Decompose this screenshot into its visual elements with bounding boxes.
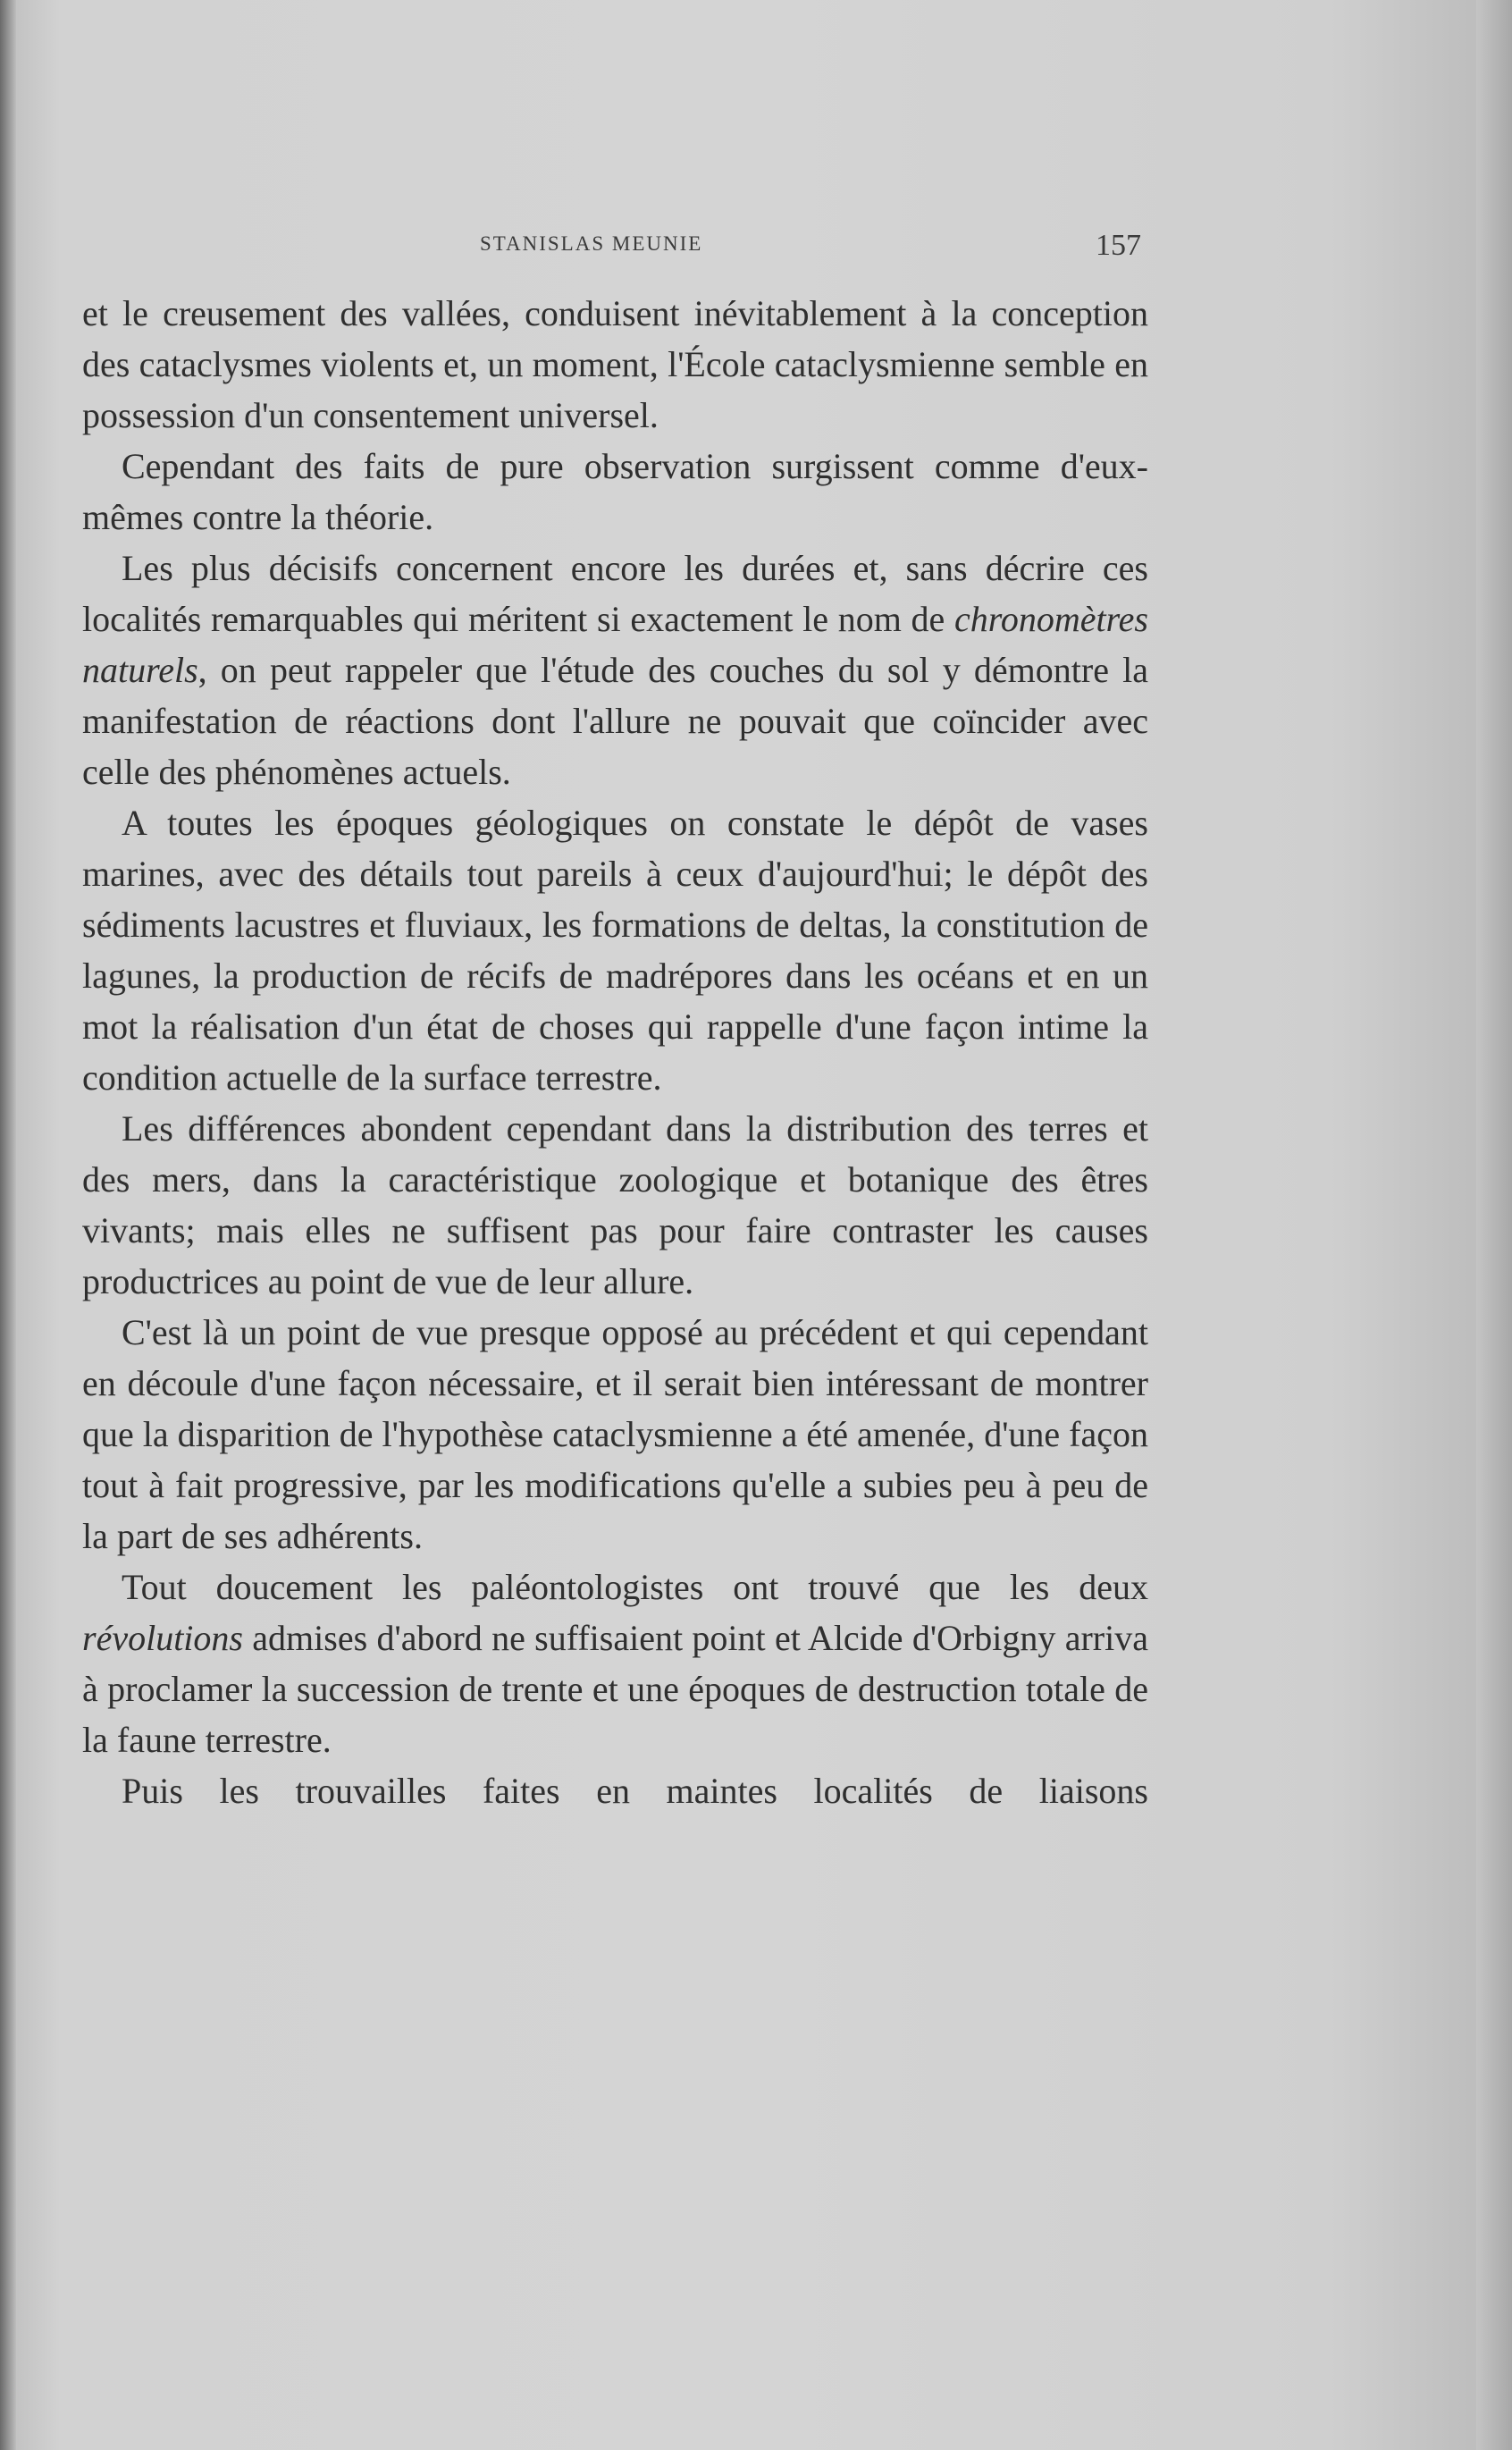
- body-text: [82, 288, 1148, 1816]
- paragraph: et le creusement des vallées, conduisent inévitablement à la conception des cataclysmes violents et, un moment, l'École cataclysmienne semble en possession d'un consentement universel.: [82, 293, 1148, 435]
- paragraph: [82, 543, 1148, 797]
- binding-shadow: [0, 0, 16, 2450]
- paragraph: Les différences abondent cependant dans la distribution des terres et des mers, dans la caractéristique zoologique et botanique des êtres vivants; mais elles ne suffisent pas pour faire contraster les causes productrices au point de vue de leur allure.: [82, 1108, 1148, 1301]
- running-title: STANISLAS MEUNIE: [480, 232, 703, 255]
- paragraph: [82, 1562, 1148, 1765]
- paragraph-text: Les plus décisifs concernent encore les durées et, sans décrire ces localités remarquables qui méritent si exactement le nom de: [82, 548, 1148, 639]
- paragraph: A toutes les époques géologiques on constate le dépôt de vases marines, avec des détails tout pareils à ceux d'aujourd'hui; le dépôt des sédiments lacustres et fluviaux, les formations de deltas, la constitution de lagunes, la production de récifs de madrépores dans les océans et en un mot la réalisation d'un état de choses qui rappelle d'une façon intime la condition actuelle de la surface terrestre.: [82, 803, 1148, 1098]
- paragraph: Puis les trouvailles faites en maintes localités de liaisons: [122, 1771, 1148, 1811]
- paragraph-text: Tout doucement les paléontologistes ont trouvé que les deux: [122, 1567, 1148, 1607]
- paragraph-text: admises d'abord ne suffisaient point et Alcide d'Orbigny arriva à proclamer la succession de trente et une époques de destruction totale de la faune terrestre.: [82, 1618, 1148, 1760]
- paragraph: C'est là un point de vue presque opposé au précédent et qui cependant en découle d'une façon nécessaire, et il serait bien intéressant de montrer que la disparition de l'hypothèse cataclysmienne a été amenée, d'une façon tout à fait progressive, par les modifications qu'elle a subies peu à peu de la part de ses adhérents.: [82, 1312, 1148, 1556]
- paragraph: Cependant des faits de pure observation surgissent comme d'eux-mêmes contre la théorie.: [82, 446, 1148, 537]
- italic-term: chronomètres naturels: [82, 599, 1148, 690]
- running-header: [80, 229, 1148, 265]
- paragraph-text: , on peut rappeler que l'étude des couches du sol y démontre la manifestation de réactions dont l'allure ne pouvait que coïncider avec celle des phénomènes actuels.: [82, 650, 1148, 792]
- page-edge: [1476, 0, 1512, 2450]
- italic-term: révolutions: [82, 1618, 243, 1658]
- page-number: 157: [1096, 229, 1141, 262]
